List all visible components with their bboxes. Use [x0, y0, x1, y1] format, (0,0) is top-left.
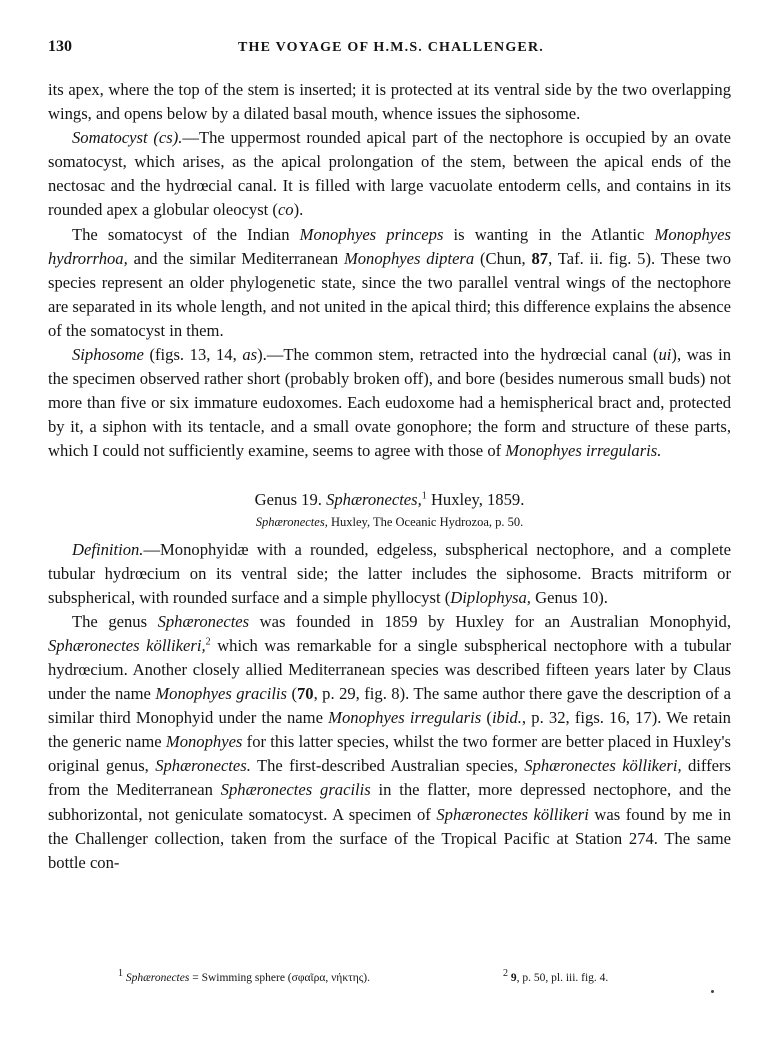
body-text	[48, 78, 731, 875]
text-run: ).—The common stem, retracted into the hydrœcial canal (	[257, 345, 659, 365]
species-name: Monophyes irregularis.	[505, 441, 662, 461]
text-run: ).	[293, 200, 304, 220]
abbreviation: as	[242, 345, 258, 365]
text-run: (	[481, 708, 492, 728]
abbreviation: co	[277, 200, 294, 220]
text-run: The first-described Australian species,	[250, 756, 525, 776]
print-speck	[711, 990, 714, 993]
species-name: Sphæronectes	[157, 611, 250, 631]
text-run: and the similar Mediterranean	[127, 248, 344, 268]
paragraph-indian-monophyes	[48, 223, 731, 343]
section-term: Definition.	[72, 539, 144, 559]
species-name: Monophyes irregularis	[328, 708, 482, 728]
genus-ref-name: Sphæronectes,	[255, 514, 328, 529]
section-term: Somatocyst (cs).	[72, 128, 183, 148]
species-name: Sphæronectes köllikeri	[436, 804, 589, 824]
bibliography-ref: 87	[531, 248, 549, 268]
footnote-text: = Swimming sphere (σφαῖρα, νήκτης).	[189, 972, 371, 984]
bibliography-ref: 9	[510, 972, 517, 984]
page-header	[48, 38, 731, 64]
text-run: (Chun,	[474, 248, 532, 268]
text-run: (	[287, 684, 297, 704]
genus-reference	[48, 512, 731, 532]
species-name: Diplophysa,	[450, 587, 531, 607]
abbreviation: ui	[658, 345, 672, 365]
species-name: Monophyes	[165, 732, 243, 752]
text-run: was founded in 1859 by Huxley for an Australian Monophyid,	[249, 611, 731, 631]
text-run: ), was in the specimen observed rather short (probably broken off), and bore (besides numerous small buds) not more than five or six immature eudoxomes. Each eudoxome had a hemispherical bract and, protected by it, a siphon with its tentacle, and a small ovate gonophore; the form and structure of these parts, which I could not sufficiently examine, seems to agree with those of	[48, 345, 731, 461]
footnote-2	[503, 970, 608, 986]
section-term: Siphosome	[72, 345, 144, 365]
species-name: Monophyes hydrorrhoa,	[48, 224, 731, 268]
text-run: , Taf. ii. fig. 5). These two species represent an older phylogenetic state, since the two parallel ventral wings of the nectophore are separated in its whole length, and not united in the apical third; this difference explains the absence of the somatocyst in them.	[48, 248, 732, 340]
page	[48, 38, 731, 875]
paragraph-continuation	[48, 78, 731, 126]
genus-heading	[48, 488, 731, 512]
text-run: was found by me in the Challenger collection, taken from the surface of the Tropical Pacific at Station 274. The same bottle con-	[48, 804, 731, 872]
paragraph-genus-history	[48, 610, 731, 875]
text-run: is wanting in the Atlantic	[443, 224, 655, 244]
text-run: in the flatter, more depressed nectophore, and the subhorizontal, not geniculate somatocyst. A specimen of	[48, 780, 731, 824]
genus-prefix: Genus 19.	[254, 489, 327, 509]
paragraph-siphosome	[48, 343, 731, 463]
species-name: Sphæronectes gracilis	[220, 780, 371, 800]
footnote-marker: 1	[421, 489, 427, 501]
paragraph-definition	[48, 538, 731, 610]
text-run: which was remarkable for a single subspherical nectophore with a tubular hydrœcium. Another closely allied Mediterranean species was described fifteen years later by Claus under the name	[48, 635, 731, 704]
text-run: The somatocyst of the Indian	[72, 224, 300, 244]
text-run: its apex, where the top of the stem is inserted; it is protected at its ventral side by the two overlapping wings, and opens below by a dilated basal mouth, whence issues the siphosome.	[48, 80, 731, 124]
footnote-term: Sphæronectes	[125, 972, 190, 984]
text-run: , p. 29, fig. 8). The same author there gave the description of a similar third Monophyid under the name	[48, 684, 731, 728]
text-run: —Monophyidæ with a rounded, edgeless, subspherical nectophore, and a complete tubular hydrœcium on its ventral side; the latter includes the siphosome. Bracts mitriform or subspherical, with rounded surface and a simple phyllocyst (	[48, 539, 731, 607]
text-run: for this latter species, whilst the two former are better placed in Huxley's original genus,	[48, 732, 731, 776]
species-name: Monophyes princeps	[299, 224, 444, 244]
text-run: The genus	[72, 611, 158, 631]
text-run: —The uppermost rounded apical part of the nectophore is occupied by an ovate somatocyst, which arises, as the apical prolongation of the stem, between the apical ends of the nectosac and the hydrœcial canal. It is filled with large vacuolate entoderm cells, and contains in its rounded apex a globular oleocyst (	[48, 128, 731, 220]
paragraph-somatocyst	[48, 126, 731, 222]
footnote-number: 2	[503, 968, 508, 980]
genus-ref-source: Huxley, The Oceanic Hydrozoa, p. 50.	[327, 514, 524, 529]
footnote-marker: 2	[205, 636, 211, 648]
footnote-text: , p. 50, pl. iii. fig. 4.	[516, 972, 609, 984]
text-run: differs from the Mediterranean	[48, 756, 731, 800]
species-name: Monophyes diptera	[343, 248, 475, 268]
species-name: Monophyes gracilis	[155, 684, 287, 704]
running-title: THE VOYAGE OF H.M.S. CHALLENGER.	[238, 40, 544, 55]
species-name: Sphæronectes köllikeri,	[524, 756, 682, 776]
text-run: Genus 10).	[530, 587, 608, 607]
text-run: , p. 32, figs. 16, 17). We retain the generic name	[48, 708, 731, 752]
footnote-1	[118, 970, 370, 986]
species-name: Sphæronectes köllikeri,	[48, 635, 206, 655]
page-number: 130	[48, 38, 72, 55]
genus-author-year: Huxley, 1859.	[426, 489, 525, 509]
footnote-number: 1	[118, 968, 123, 980]
bibliography-ref: 70	[296, 684, 314, 704]
species-name: Sphæronectes.	[155, 756, 251, 776]
ibid-ref: ibid.	[491, 708, 522, 728]
genus-name: Sphæronectes,	[326, 489, 422, 509]
text-run: (figs. 13, 14,	[143, 345, 243, 365]
